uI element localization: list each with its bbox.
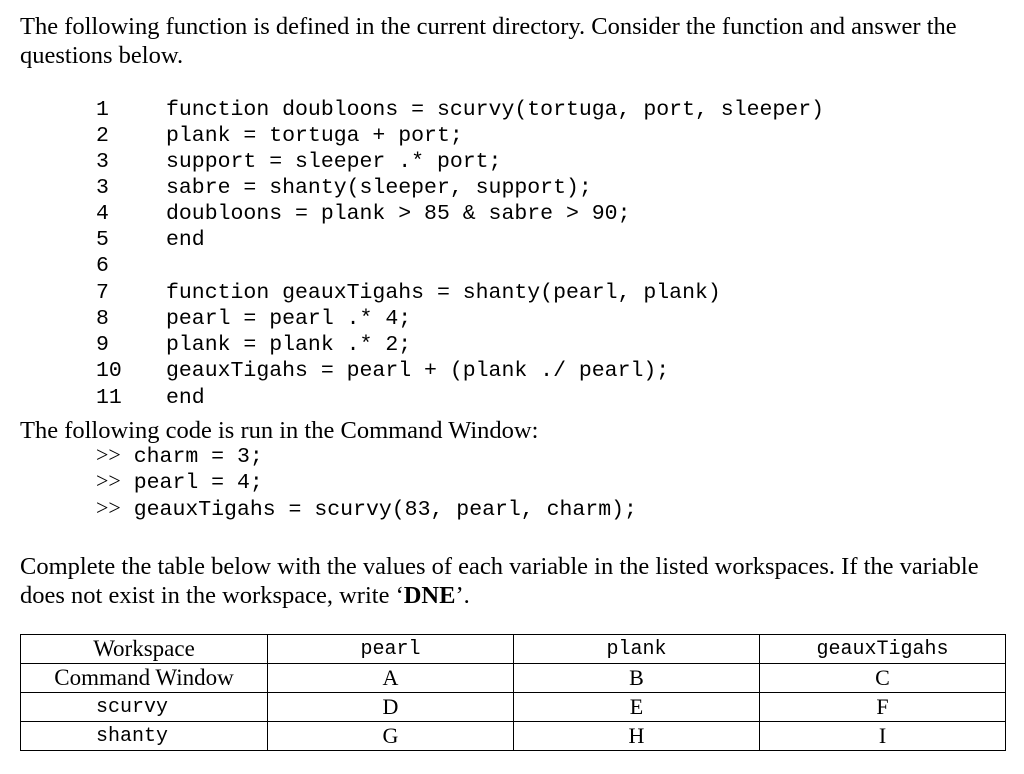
command-line bbox=[96, 468, 263, 494]
instructions-end: ’. bbox=[455, 582, 470, 609]
code-text: end bbox=[166, 386, 205, 410]
code-text: geauxTigahs = pearl + (plank ./ pearl); bbox=[166, 359, 670, 383]
code-text: plank = plank .* 2; bbox=[166, 333, 412, 357]
answer-cell: H bbox=[514, 722, 760, 751]
line-number: 11 bbox=[96, 386, 122, 410]
table-row bbox=[21, 693, 1006, 722]
workspace-cell: Command Window bbox=[21, 664, 268, 693]
command-line bbox=[96, 442, 263, 468]
answer-cell: F bbox=[760, 693, 1006, 722]
code-text: doubloons = plank > 85 & sabre > 90; bbox=[166, 202, 631, 226]
table-row bbox=[21, 664, 1006, 693]
instructions-text: Complete the table below with the values of each variable in the listed workspaces. If the variable does not exist in the workspace, write ‘ bbox=[20, 553, 979, 609]
prompt: >> bbox=[96, 468, 121, 493]
answer-cell: A bbox=[268, 664, 514, 693]
line-number: 9 bbox=[96, 333, 109, 357]
line-number: 3 bbox=[96, 176, 109, 200]
code-text: pearl = pearl .* 4; bbox=[166, 307, 412, 331]
answer-cell: B bbox=[514, 664, 760, 693]
workspace-cell: shanty bbox=[21, 722, 268, 751]
line-number: 6 bbox=[96, 254, 109, 278]
intro-paragraph: The following function is defined in the current directory. Consider the function and answer the questions below. bbox=[20, 13, 957, 69]
command-text: geauxTigahs = scurvy(83, pearl, charm); bbox=[133, 498, 637, 522]
command-line bbox=[96, 495, 637, 521]
answer-cell: C bbox=[760, 664, 1006, 693]
line-number: 3 bbox=[96, 150, 109, 174]
line-number: 10 bbox=[96, 359, 122, 383]
code-text: end bbox=[166, 228, 205, 252]
line-number: 8 bbox=[96, 307, 109, 331]
answer-cell: E bbox=[514, 693, 760, 722]
line-number: 5 bbox=[96, 228, 109, 252]
answer-cell: D bbox=[268, 693, 514, 722]
answer-cell: G bbox=[268, 722, 514, 751]
instructions-paragraph bbox=[20, 552, 1010, 610]
table-row bbox=[21, 722, 1006, 751]
prompt: >> bbox=[96, 442, 121, 467]
command-window-heading: The following code is run in the Command Window: bbox=[20, 417, 539, 444]
line-number: 7 bbox=[96, 281, 109, 305]
header-geauxtigahs: geauxTigahs bbox=[760, 635, 1006, 664]
prompt: >> bbox=[96, 495, 121, 520]
command-text: charm = 3; bbox=[133, 445, 263, 469]
code-text: support = sleeper .* port; bbox=[166, 150, 502, 174]
code-text: plank = tortuga + port; bbox=[166, 124, 463, 148]
command-text: pearl = 4; bbox=[133, 471, 263, 495]
line-number: 1 bbox=[96, 98, 109, 122]
answer-table bbox=[20, 634, 1006, 751]
code-text: sabre = shanty(sleeper, support); bbox=[166, 176, 592, 200]
header-workspace: Workspace bbox=[21, 635, 268, 664]
code-text: function doubloons = scurvy(tortuga, port, sleeper) bbox=[166, 98, 825, 122]
header-plank: plank bbox=[514, 635, 760, 664]
code-text: function geauxTigahs = shanty(pearl, plank) bbox=[166, 281, 721, 305]
line-number: 4 bbox=[96, 202, 109, 226]
instructions-dne: DNE bbox=[403, 582, 456, 609]
workspace-cell: scurvy bbox=[21, 693, 268, 722]
answer-cell: I bbox=[760, 722, 1006, 751]
header-pearl: pearl bbox=[268, 635, 514, 664]
table-header-row bbox=[21, 635, 1006, 664]
line-number: 2 bbox=[96, 124, 109, 148]
